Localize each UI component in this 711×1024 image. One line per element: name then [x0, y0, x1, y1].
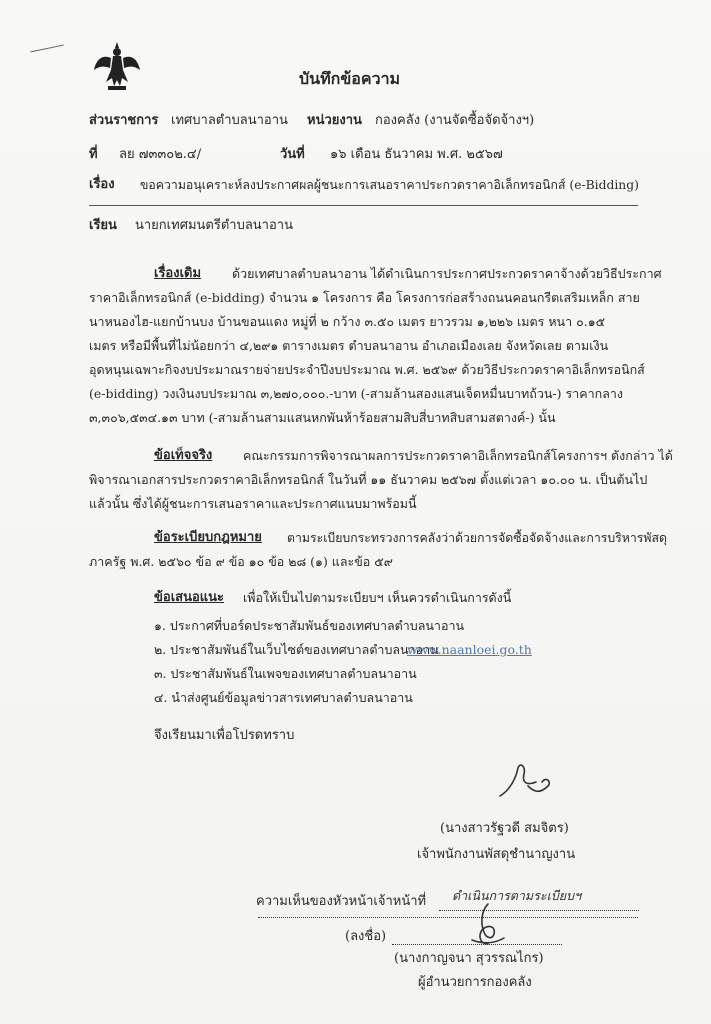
regulation-heading: ข้อระเบียบกฎหมาย — [154, 530, 262, 545]
background-line: ๓,๓๐๖,๕๓๔.๑๓ บาท (-สามล้านสามแสนหกพันห้าร้อยสามสิบสี่บาทสิบสามสตางค์-) นั้น — [89, 410, 556, 425]
proposal-item: ๑. ประกาศที่บอร์ดประชาสัมพันธ์ของเทศบาลตำบลนาอาน — [154, 618, 465, 633]
background-line: เมตร หรือมีพื้นที่ไม่น้อยกว่า ๔,๒๙๑ ตารางเมตร ตำบลนาอาน อำเภอเมืองเลย จังหวัดเลย ตามเงิน — [89, 338, 609, 353]
signature-1-icon — [496, 760, 556, 808]
subject-value: ขอความอนุเคราะห์ลงประกาศผลผู้ชนะการเสนอราคาประกวดราคาอิเล็กทรอนิกส์ (e-Bidding) — [140, 178, 639, 192]
scan-mark — [30, 44, 63, 52]
opinion-label: ความเห็นของหัวหน้าเจ้าหน้าที่ — [256, 894, 427, 909]
signer1-name: (นางสาวรัฐวดี สมจิตร) — [440, 821, 569, 836]
background-line: ด้วยเทศบาลตำบลนาอาน ได้ดำเนินการประกาศประกวดราคาจ้างด้วยวิธีประกาศ — [232, 266, 662, 281]
unit-label: หน่วยงาน — [307, 113, 362, 128]
signer1-position: เจ้าพนักงานพัสดุชำนาญงาน — [417, 847, 576, 862]
facts-line: คณะกรรมการพิจารณาผลการประกวดราคาอิเล็กทรอนิกส์โครงการฯ ดังกล่าว ได้ — [243, 448, 673, 463]
salutation-value: นายกเทศมนตรีตำบลนาอาน — [135, 218, 293, 233]
signature-dotted-line — [392, 944, 562, 945]
memo-title: บันทึกข้อความ — [299, 69, 401, 88]
background-line: ราคาอิเล็กทรอนิกส์ (e-bidding) จำนวน ๑ โครงการ คือ โครงการก่อสร้างถนนคอนกรีตเสริมเหล็ก สาย — [89, 290, 640, 305]
opinion-dotted-line — [258, 917, 638, 918]
background-line: (e-bidding) วงเงินงบประมาณ ๓,๒๗๐,๐๐๐.-บาท (-สามล้านสองแสนเจ็ดหมื่นบาทถ้วน-) ราคากลาง — [89, 386, 623, 401]
reference-label: ที่ — [89, 147, 98, 162]
facts-line: แล้วนั้น ซึ่งได้ผู้ชนะการเสนอราคาและประกาศแนบมาพร้อมนี้ — [89, 496, 417, 511]
date-value: ๑๖ เดือน ธันวาคม พ.ศ. ๒๕๖๗ — [330, 147, 503, 162]
proposal-item: ๓. ประชาสัมพันธ์ในเพจของเทศบาลตำบลนาอาน — [154, 666, 417, 681]
signer2-position: ผู้อำนวยการกองคลัง — [418, 975, 532, 990]
closing-text: จึงเรียนมาเพื่อโปรดทราบ — [154, 728, 295, 743]
regulation-line: ภาครัฐ พ.ศ. ๒๕๖๐ ข้อ ๙ ข้อ ๑๐ ข้อ ๒๘ (๑) และข้อ ๕๙ — [89, 554, 393, 569]
facts-heading: ข้อเท็จจริง — [154, 448, 213, 463]
website-link[interactable]: www.naanloei.go.th — [407, 642, 532, 657]
unit-value: กองคลัง (งานจัดซื้อจัดจ้างฯ) — [375, 113, 535, 128]
signer2-name: (นางกาญจนา สุวรรณไกร) — [394, 951, 544, 966]
facts-line: พิจารณาเอกสารประกวดราคาอิเล็กทรอนิกส์ ในวันที่ ๑๑ ธันวาคม ๒๕๖๗ ตั้งแต่เวลา ๑๐.๐๐ น. เป็นต้นไป — [89, 472, 648, 487]
proposal-heading: ข้อเสนอแนะ — [154, 590, 225, 605]
date-label: วันที่ — [280, 147, 305, 162]
proposal-intro: เพื่อให้เป็นไปตามระเบียบฯ เห็นควรดำเนินการดังนี้ — [243, 590, 512, 605]
background-line: นาหนองไฮ-แยกบ้านบง บ้านขอนแดง หมู่ที่ ๒ กว้าง ๓.๕๐ เมตร ยาวรวม ๑,๒๒๖ เมตร หนา ๐.๑๕ — [89, 314, 606, 329]
background-heading: เรื่องเดิม — [154, 266, 202, 281]
garuda-emblem-icon — [92, 40, 142, 92]
proposal-item: ๒. ประชาสัมพันธ์ในเว็บไซต์ของเทศบาลตำบลนาอาน — [154, 642, 439, 657]
department-value: เทศบาลตำบลนาอาน — [171, 113, 288, 128]
subject-label: เรื่อง — [89, 177, 115, 192]
department-label: ส่วนราชการ — [89, 113, 159, 128]
regulation-line: ตามระเบียบกระทรวงการคลังว่าด้วยการจัดซื้อจัดจ้างและการบริหารพัสดุ — [287, 531, 667, 545]
proposal-item: ๔. นำส่งศูนย์ข้อมูลข่าวสารเทศบาลตำบลนาอาน — [154, 690, 413, 705]
opinion-handwritten: ดำเนินการตามระเบียบฯ — [452, 888, 582, 903]
sign-label: (ลงชื่อ) — [345, 929, 387, 944]
salutation-label: เรียน — [89, 218, 117, 233]
signature-2-icon — [462, 900, 512, 950]
reference-value: ลย ๗๓๓๐๒.๔/ — [119, 147, 202, 162]
header-divider — [89, 205, 638, 206]
background-line: อุดหนุนเฉพาะกิจงบประมาณรายจ่ายประจำปีงบประมาณ พ.ศ. ๒๕๖๙ ด้วยวิธีประกวดราคาอิเล็กทรอนิกส์ — [89, 362, 645, 377]
